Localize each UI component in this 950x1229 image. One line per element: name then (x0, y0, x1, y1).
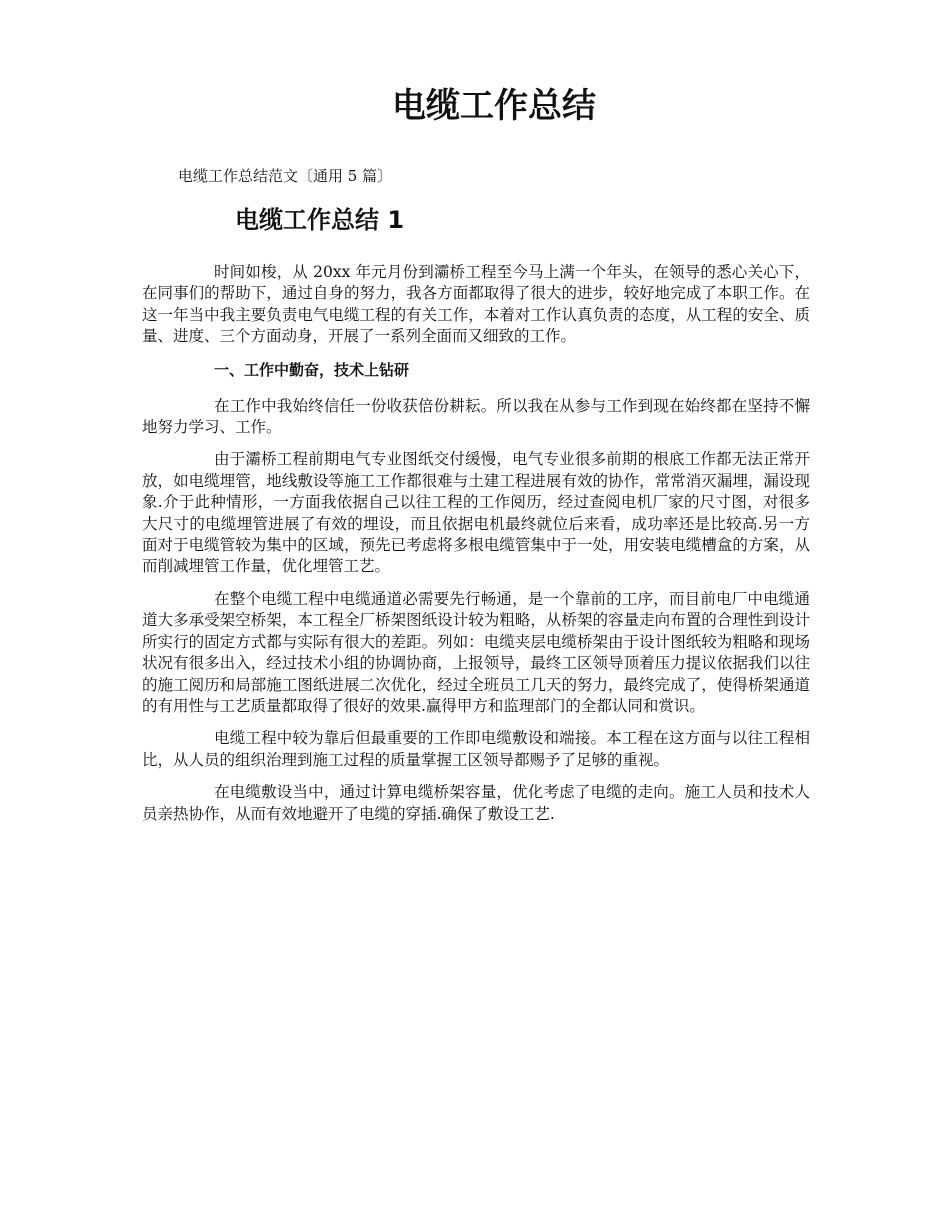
document-subtitle: 电缆工作总结范文〔通用 5 篇〕 (178, 167, 393, 185)
sub-heading-diligence: 一、工作中勤奋，技术上钻研 (214, 360, 410, 379)
paragraph: 在电缆敷设当中，通过计算电缆桥架容量，优化考虑了电缆的走向。施工人员和技术人员亲热协作，从而有效地避开了电缆的穿插.确保了敷设工艺. (142, 783, 810, 823)
section-heading: 电缆工作总结 1 (235, 206, 405, 234)
paragraph: 在整个电缆工程中电缆通道必需要先行畅通，是一个靠前的工序，而目前电厂中电缆通道大多承受架空桥架，本工程全厂桥架图纸设计较为粗略，从桥架的容量走向布置的合理性到设计所实行的固定方式都与实际有很大的差距。列如：电缆夹层电缆桥架由于设计图纸较为粗略和现场状况有很多出入，经过技术小组的协调协商，上报领导，最终工区领导顶着压力提议依据我们以往的施工阅历和局部施工图纸进展二次优化，经过全班员工几天的努力，最终完成了，使得桥架通道的有用性与工艺质量都取得了很好的效果.赢得甲方和监理部门的全都认同和赏识。 (142, 589, 810, 715)
paragraph: 由于灞桥工程前期电气专业图纸交付缓慢，电气专业很多前期的根底工作都无法正常开放，如电缆埋管，地线敷设等施工工作都很难与土建工程进展有效的协作，常常消灭漏埋，漏设现象.介于此种情形，一方面我依据自己以往工程的工作阅历，经过查阅电机厂家的尺寸图，对很多大尺寸的电缆埋管进展了有效的埋设，而且依据电机最终就位后来看，成功率还是比较高.另一方面对于电缆管较为集中的区域，预先已考虑将多根电缆管集中于一处，用安装电缆槽盒的方案，从而削减埋管工作量，优化埋管工艺。 (142, 450, 810, 576)
paragraph: 电缆工程中较为靠后但最重要的工作即电缆敷设和端接。本工程在这方面与以往工程相比，从人员的组织治理到施工过程的质量掌握工区领导都赐予了足够的重视。 (142, 729, 810, 769)
paragraph: 在工作中我始终信任一份收获倍份耕耘。所以我在从参与工作到现在始终都在坚持不懈地努力学习、工作。 (142, 396, 810, 437)
paragraph-intro: 时间如梭，从 20xx 年元月份到灞桥工程至今马上满一个年头，在领导的悉心关心下，在同事们的帮助下，通过自身的努力，我各方面都取得了很大的进步，较好地完成了本职工作。在这一年当中我主要负责电气电缆工程的有关工作，本着对工作认真负责的态度，从工程的安全、质量、进度、三个方面动身，开展了一系列全面而又细致的工作。 (142, 263, 810, 346)
document-body (142, 262, 810, 836)
document-title: 电缆工作总结 (392, 86, 596, 126)
